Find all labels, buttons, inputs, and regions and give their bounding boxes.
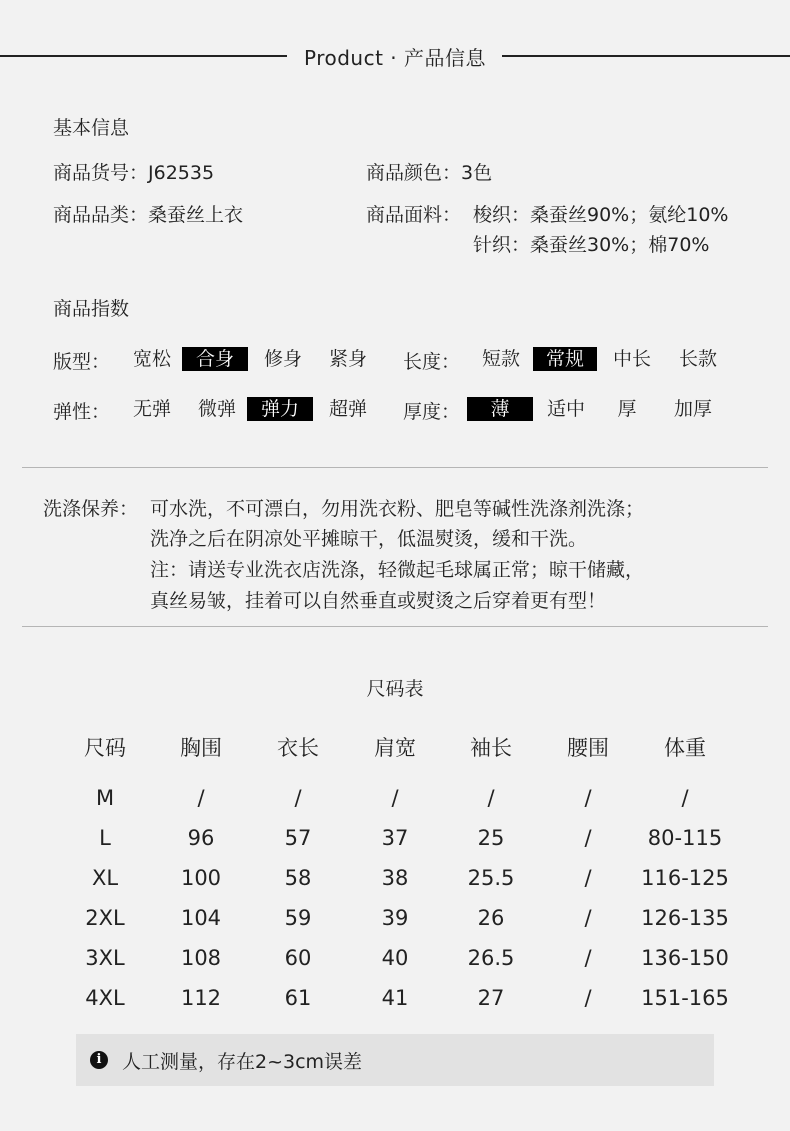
item-no-label: 商品货号：: [53, 162, 149, 184]
size-table-cell-weight: 136-150: [641, 946, 729, 970]
size-table-cell-sleeve: 26.5: [467, 946, 515, 970]
size-table-cell-chest: 100: [180, 866, 222, 890]
elasticity-option-stretch-selected: 弹力: [247, 397, 313, 421]
elasticity-label: 弹性：: [53, 401, 111, 423]
note-text: 人工测量，存在2~3cm误差: [122, 1051, 363, 1073]
item-no-value: J62535: [148, 162, 215, 184]
size-table-cell-length: 58: [284, 866, 312, 890]
divider-top: [22, 467, 768, 468]
size-table-cell-length: 59: [284, 906, 312, 930]
size-table-cell-chest: 104: [180, 906, 222, 930]
size-table-header-length: 衣长: [277, 736, 319, 760]
size-table-cell-weight: 116-125: [641, 866, 729, 890]
size-table-cell-chest: 108: [180, 946, 222, 970]
size-table-cell-shoulder: 39: [381, 906, 409, 930]
size-table-header-sleeve: 袖长: [470, 736, 512, 760]
size-table-header-chest: 胸围: [180, 736, 222, 760]
size-table-header-waist: 腰围: [567, 736, 609, 760]
thickness-label: 厚度：: [403, 401, 461, 423]
care-line-3: 注：请送专业洗衣店洗涤，轻微起毛球属正常；晾干储藏，: [150, 559, 645, 581]
length-option-mid: 中长: [612, 348, 651, 370]
size-table-cell-shoulder: 40: [381, 946, 409, 970]
care-line-1: 可水洗，不可漂白，勿用洗衣粉、肥皂等碱性洗涤剂洗涤；: [150, 498, 645, 520]
size-table-cell-length: 61: [284, 986, 312, 1010]
length-option-long: 长款: [678, 348, 717, 370]
size-table-cell-sleeve: 27: [477, 986, 505, 1010]
size-table-cell-chest: 96: [187, 826, 215, 850]
thickness-option-medium: 适中: [546, 398, 585, 420]
size-table-header-size: 尺码: [84, 736, 126, 760]
size-table-cell-sleeve: 25: [477, 826, 505, 850]
size-table-cell-sleeve: 25.5: [467, 866, 515, 890]
size-table-cell-size: 2XL: [85, 906, 125, 930]
size-table-cell-shoulder: 38: [381, 866, 409, 890]
fit-option-regular-selected: 合身: [182, 347, 248, 371]
size-table-cell-size: M: [95, 786, 115, 810]
color-label: 商品颜色：: [366, 162, 462, 184]
size-table-header-weight: 体重: [664, 736, 706, 760]
elasticity-option-super: 超弹: [328, 398, 367, 420]
size-table-cell-shoulder: 41: [381, 986, 409, 1010]
color-value: 3色: [461, 162, 493, 184]
elasticity-option-none: 无弹: [132, 398, 171, 420]
size-table-cell-weight: /: [681, 786, 689, 810]
info-icon: i: [90, 1051, 108, 1069]
size-table-cell-waist: /: [584, 906, 592, 930]
size-table-cell-chest: 112: [180, 986, 222, 1010]
size-table-cell-weight: 126-135: [641, 906, 729, 930]
size-table-cell-size: 4XL: [85, 986, 125, 1010]
size-table-cell-size: XL: [91, 866, 119, 890]
care-line-2: 洗净之后在阴凉处平摊晾干，低温熨烫，缓和干洗。: [150, 528, 588, 550]
elasticity-option-slight: 微弹: [197, 398, 236, 420]
size-table-cell-size: 3XL: [85, 946, 125, 970]
size-table-cell-sleeve: 26: [477, 906, 505, 930]
category-label: 商品品类：: [53, 204, 149, 226]
page-title: Product · 产品信息: [303, 46, 486, 70]
size-table-cell-shoulder: 37: [381, 826, 409, 850]
length-option-regular-selected: 常规: [533, 347, 597, 371]
index-title: 商品指数: [53, 298, 130, 320]
size-table-cell-shoulder: /: [391, 786, 399, 810]
size-table-cell-weight: 80-115: [647, 826, 723, 850]
size-table-cell-waist: /: [584, 866, 592, 890]
basic-info-title: 基本信息: [53, 117, 130, 139]
size-table-cell-waist: /: [584, 786, 592, 810]
size-table-cell-weight: 151-165: [641, 986, 729, 1010]
size-table-cell-size: L: [99, 826, 111, 850]
size-table-header-shoulder: 肩宽: [374, 736, 416, 760]
size-table-cell-length: /: [294, 786, 302, 810]
fit-option-slim: 修身: [263, 348, 302, 370]
fabric-line-1: 梭织：桑蚕丝90%；氨纶10%: [473, 204, 729, 226]
divider-bottom: [22, 626, 768, 627]
fabric-label: 商品面料：: [366, 204, 462, 226]
size-table-cell-waist: /: [584, 946, 592, 970]
size-table-cell-length: 57: [284, 826, 312, 850]
size-table-cell-chest: /: [197, 786, 205, 810]
category-value: 桑蚕丝上衣: [148, 204, 244, 226]
item-no-row: [53, 158, 214, 185]
care-label: 洗涤保养：: [43, 498, 139, 520]
fit-option-tight: 紧身: [328, 348, 367, 370]
size-table-cell-waist: /: [584, 986, 592, 1010]
length-option-short: 短款: [481, 348, 520, 370]
measurement-note: [76, 1034, 714, 1086]
size-table-title: 尺码表: [366, 678, 424, 700]
fit-label: 版型：: [53, 351, 111, 373]
fit-option-loose: 宽松: [132, 348, 171, 370]
size-table-cell-sleeve: /: [487, 786, 495, 810]
size-table-cell-length: 60: [284, 946, 312, 970]
color-row: [366, 158, 492, 185]
length-label: 长度：: [403, 351, 461, 373]
thickness-option-thick: 厚: [617, 398, 637, 420]
thickness-option-extra-thick: 加厚: [673, 398, 712, 420]
care-line-4: 真丝易皱，挂着可以自然垂直或熨烫之后穿着更有型！: [150, 590, 607, 612]
size-table-cell-waist: /: [584, 826, 592, 850]
category-row: [53, 200, 243, 227]
fabric-line-2: 针织：桑蚕丝30%；棉70%: [473, 234, 710, 256]
thickness-option-thin-selected: 薄: [467, 397, 533, 421]
